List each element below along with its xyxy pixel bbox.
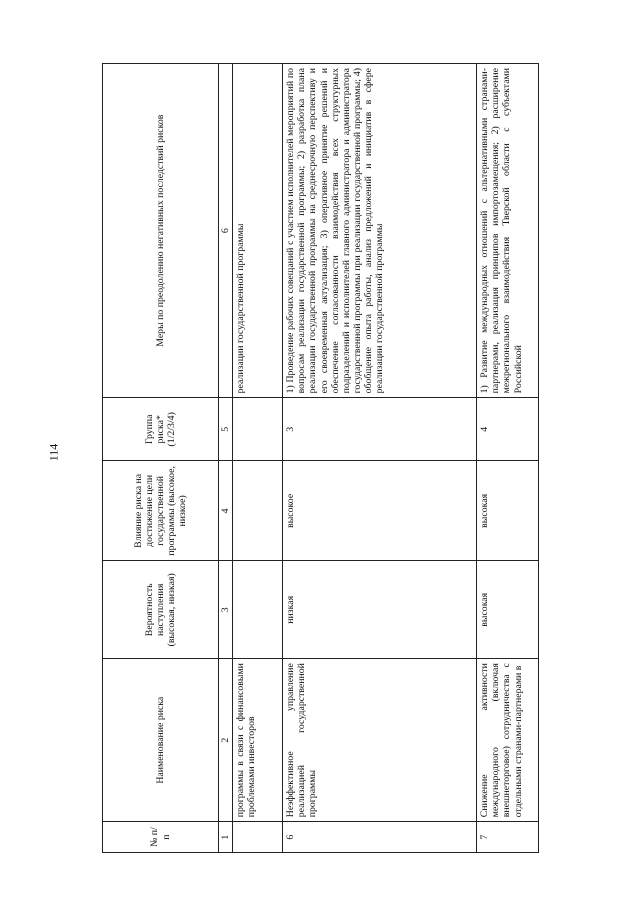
impact-cell: высокая [477,461,539,561]
group-cell [233,398,283,461]
page-number: 114 [46,443,61,462]
column-number: 3 [219,561,233,659]
header-cell-probability: Вероятность наступления (высокая, низкая) [103,561,219,659]
column-number: 5 [219,398,233,461]
row-num-cell [233,822,283,853]
header-row [103,64,219,853]
header-cell-measures: Меры по преодолению негативных последствий рисков [103,64,219,398]
measures-cell: реализации государственной программы [233,64,283,398]
column-number: 4 [219,461,233,561]
table-row [283,64,477,853]
risk-table [102,63,539,853]
column-number: 1 [219,822,233,853]
measures-cell: 1) Развитие международных отношений с альтернативными странами-партнерами, реализация принципов импортозамещения; 2) расширение межрегионального взаимодействия Тверской области с субъектами Российской [477,64,539,398]
group-cell: 3 [283,398,477,461]
header-cell-impact: Влияние риска на достижение цели государственной программы (высокое, низкое) [103,461,219,561]
measures-cell: 1) Проведение рабочих совещаний с участием исполнителей мероприятий по вопросам реализации государственной программы; 2) разработка плана реализации государственной программы на среднесрочную перспективу и его своевременная актуализация; 3) оперативное принятие решений и обеспечение согласованности взаимодействия всех структурных подразделений и исполнителей главного администратора и администратора государственной программы при реализации государственной программы; 4) обобщение опыта работы, анализ предложений и инициатив в сфере реализации государственной программы [283,64,477,398]
header-cell-group: Группа риска* (1/2/3/4) [103,398,219,461]
header-cell-num: № п/п [103,822,219,853]
probability-cell: высокая [477,561,539,659]
risk-name-cell: Неэффективное управление реализацией государственной программы [283,659,477,822]
column-number-row [219,64,233,853]
column-number: 2 [219,659,233,822]
rotated-table-container [102,63,538,853]
table-row [477,64,539,853]
group-cell: 4 [477,398,539,461]
table-row [233,64,283,853]
risk-name-cell: Снижение активности международного (включая внешнеторговое) сотрудничества с отдельными странами-партнерами в [477,659,539,822]
column-number: 6 [219,64,233,398]
impact-cell [233,461,283,561]
risk-name-cell: программы в связи с финансовыми проблемами инвесторов [233,659,283,822]
row-num-cell: 7 [477,822,539,853]
probability-cell: низкая [283,561,477,659]
row-num-cell: 6 [283,822,477,853]
impact-cell: высокое [283,461,477,561]
header-cell-name: Наименование риска [103,659,219,822]
probability-cell [233,561,283,659]
